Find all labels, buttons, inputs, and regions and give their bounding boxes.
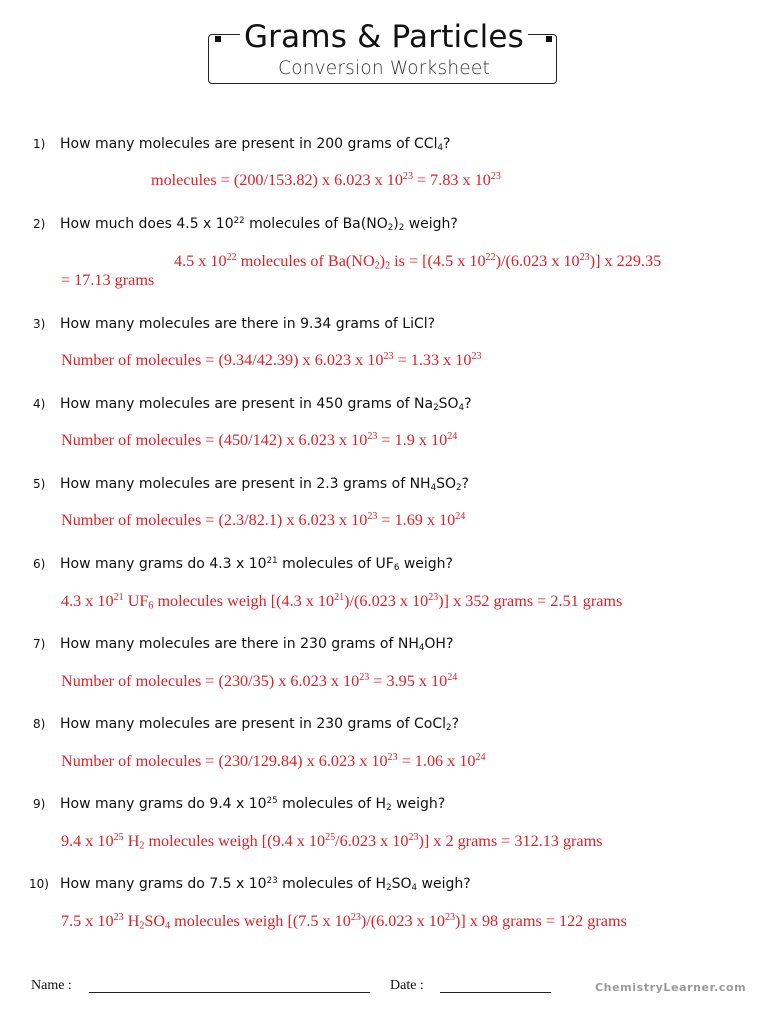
answer-7: Number of molecules = (230/35) x 6.023 x $10^{23} = 3.95$ x $10^{24}$ [61,671,458,690]
answer-8: Number of molecules = (230/129.84) x 6.023 x $10^{23} = 1.06$ x $10^{24}$ [61,751,486,770]
question-1: 1) How many molecules are present in 200 grams of CCl$_4$? [33,136,451,154]
answer-9: 9.4 x $10^{25}$ $H_2$ molecules weigh [(9.4 x $10^{25}/6.023$ x $10^{23}$)] x 2 grams = 312.13 grams [61,831,603,852]
answer-3: Number of molecules = (9.34/42.39) x 6.023 x $10^{23} = 1.33$ x $10^{23}$ [61,350,482,369]
date-field-line[interactable] [440,992,551,993]
brand-watermark: ChemistryLearner.com [595,981,747,994]
question-10: 10) How many grams do 7.5 x $10^{23}$ molecules of $H_2SO_4$ weigh? [29,875,471,894]
name-label: Name : [31,978,72,993]
question-8: 8) How many molecules are present in 230 grams of CoCl$_2$? [33,716,460,734]
answer-6: 4.3 x $10^{21}$ $UF_6$ molecules weigh [(4.3 x $10^{21})/(6.023$ x $10^{23}$)] x 352 grams = 2.51 grams [61,591,623,612]
question-2: 2) How much does 4.5 x $10^{22}$ molecules of $Ba(NO_2)_2$ weigh? [33,215,458,234]
answer-2: 4.5 x $10^{22}$ molecules of $Ba(NO_2)_2$ is = [(4.5 x $10^{22})/(6.023$ x $10^{23}$)] x 229.35 [174,251,662,272]
answer-1: molecules = (200/153.82) x 6.023 x $10^{23} = 7.83$ x $10^{23}$ [151,170,501,189]
name-field-line[interactable] [89,992,370,993]
answer-4: Number of molecules = (450/142) x 6.023 x $10^{23} = 1.9$ x $10^{24}$ [61,430,458,449]
answer-2-continued: = 17.13 grams [61,271,155,289]
answer-10: 7.5 x $10^{23}$ $H_2SO_4$ molecules weigh [(7.5 x $10^{23})/(6.023$ x $10^{23}$)] x 98 grams = 122 grams [61,911,627,932]
question-3: 3) How many molecules are there in 9.34 grams of LiCl? [33,316,436,332]
worksheet-subtitle: Conversion Worksheet [278,58,490,79]
worksheet-title: Grams & Particles [0,17,768,57]
question-7: 7) How many molecules are there in 230 grams of $NH_4OH$? [33,636,454,654]
question-4: 4) How many molecules are present in 450 grams of $Na_2SO_4$? [33,396,472,414]
question-6: 6) How many grams do 4.3 x $10^{21}$ molecules of $UF_6$ weigh? [33,555,453,574]
question-9: 9) How many grams do 9.4 x $10^{25}$ molecules of $H_2$ weigh? [33,795,446,814]
date-label: Date : [390,978,424,993]
answer-5: Number of molecules = (2.3/82.1) x 6.023 x $10^{23} = 1.69$ x $10^{24}$ [61,510,466,529]
question-5: 5) How many molecules are present in 2.3 grams of $NH_4SO_2$? [33,476,469,494]
